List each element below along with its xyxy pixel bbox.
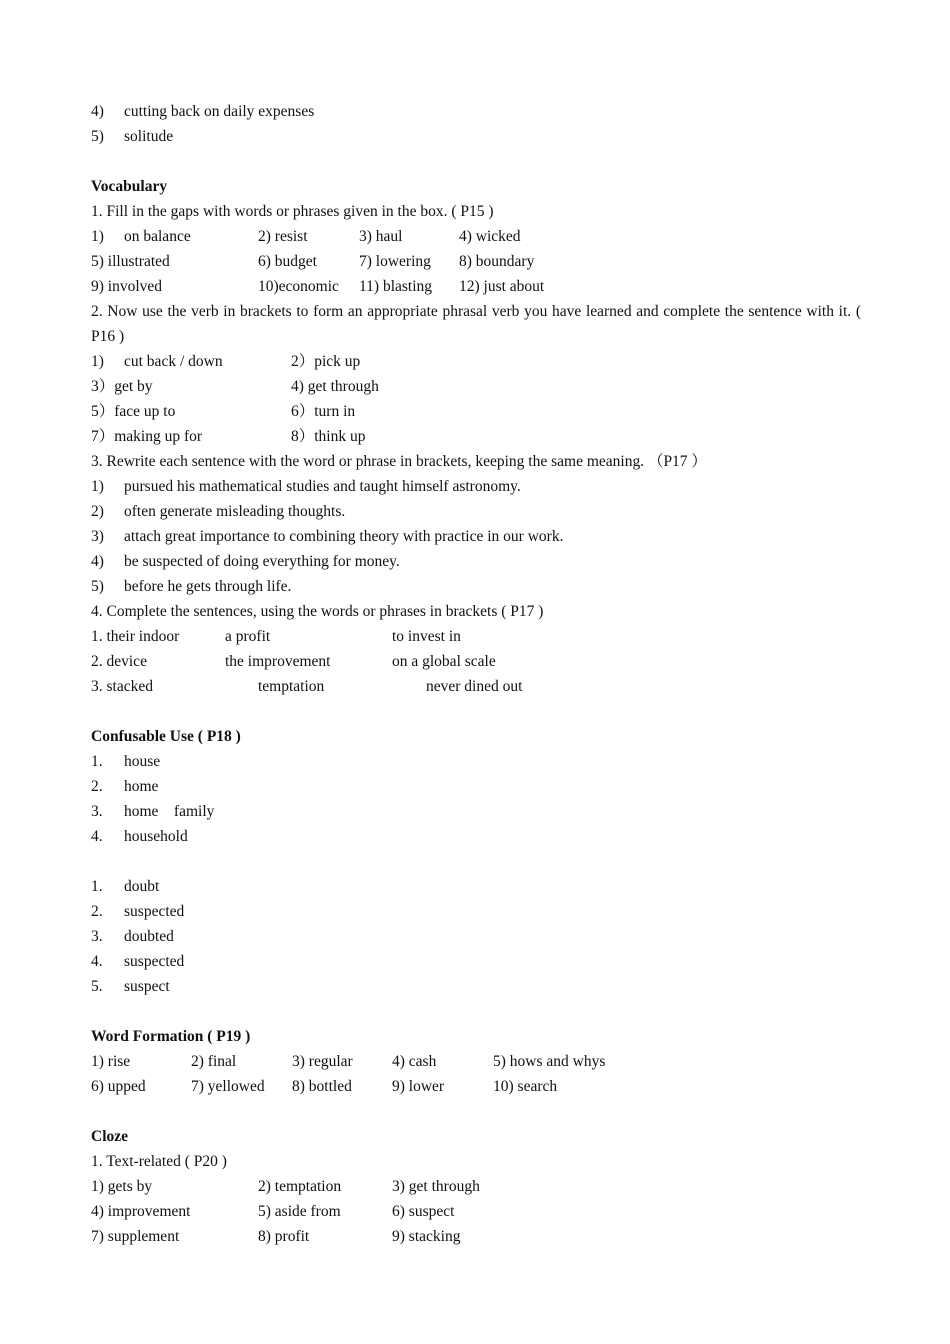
section-heading-confusable-use: Confusable Use ( P18 ) (91, 728, 241, 745)
list-item: 4) cutting back on daily expenses (91, 103, 315, 120)
list-item: 3) attach great importance to combining theory with practice in our work. (91, 528, 564, 545)
exercise-instruction: 1. Text-related ( P20 ) (91, 1153, 227, 1170)
answer-row: 3. stacked temptation never dined out (91, 678, 523, 695)
list-item: 1. doubt (91, 878, 160, 895)
answer-row: 1) gets by 2) temptation 3) get through (91, 1178, 480, 1195)
answer-row: 5) illustrated 6) budget 7) lowering 8) boundary (91, 253, 535, 270)
list-item: 3. home family (91, 803, 215, 820)
list-item: 4) be suspected of doing everything for money. (91, 553, 400, 570)
answer-row: 7) supplement 8) profit 9) stacking (91, 1228, 461, 1245)
answer-row: 1) cut back / down 2）pick up (91, 353, 361, 370)
section-heading-cloze: Cloze (91, 1128, 129, 1145)
list-item: 1) pursued his mathematical studies and taught himself astronomy. (91, 478, 521, 495)
answer-row: 6) upped 7) yellowed 8) bottled 9) lower 10) search (91, 1078, 558, 1095)
list-item: 4. household (91, 828, 188, 845)
exercise-instruction: 3. Rewrite each sentence with the word or phrase in brackets, keeping the same meaning. （P17 ） (91, 453, 707, 470)
answer-row: 3）get by 4) get through (91, 378, 379, 395)
list-item: 1. house (91, 753, 161, 770)
answer-row: 2. device the improvement on a global scale (91, 653, 496, 670)
document-page (91, 99, 861, 1249)
answer-row: 7）making up for 8）think up (91, 428, 366, 445)
list-item: 2) often generate misleading thoughts. (91, 503, 346, 520)
answer-row: 1) rise 2) final 3) regular 4) cash 5) hows and whys (91, 1053, 606, 1070)
exercise-instruction: 2. Now use the verb in brackets to form an appropriate phrasal verb you have learned and complete the sentence with it. ( P16 ) (91, 303, 861, 345)
section-heading-vocabulary: Vocabulary (91, 178, 168, 195)
answer-row: 1) on balance 2) resist 3) haul 4) wicked (91, 228, 521, 245)
list-item: 5) before he gets through life. (91, 578, 292, 595)
section-heading-word-formation: Word Formation ( P19 ) (91, 1028, 251, 1045)
list-item: 5. suspect (91, 978, 170, 995)
answer-row: 5）face up to 6）turn in (91, 403, 356, 420)
list-item: 5) solitude (91, 128, 174, 145)
list-item: 2. home (91, 778, 159, 795)
exercise-instruction: 1. Fill in the gaps with words or phrases given in the box. ( P15 ) (91, 203, 494, 220)
answer-row: 4) improvement 5) aside from 6) suspect (91, 1203, 455, 1220)
exercise-instruction: 4. Complete the sentences, using the words or phrases in brackets ( P17 ) (91, 603, 544, 620)
list-item: 4. suspected (91, 953, 185, 970)
answer-row: 1. their indoor a profit to invest in (91, 628, 461, 645)
answer-row: 9) involved 10)economic 11) blasting 12) just about (91, 278, 545, 295)
list-item: 3. doubted (91, 928, 174, 945)
list-item: 2. suspected (91, 903, 185, 920)
